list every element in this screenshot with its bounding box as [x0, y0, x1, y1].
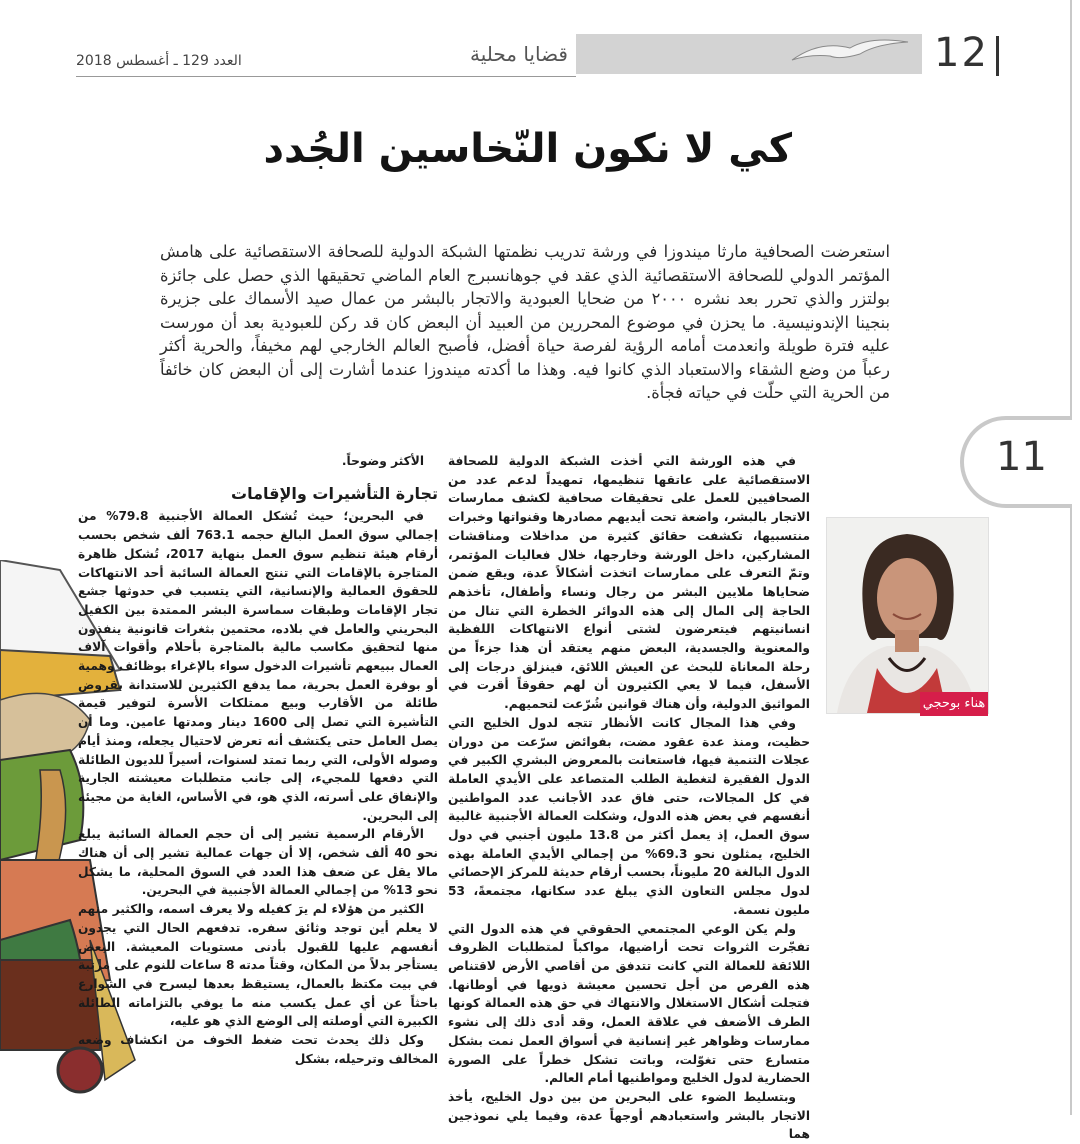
paragraph: وبتسليط الضوء على البحرين من بين دول الخليج، يأخذ الاتجار بالبشر واستعبادهم أوجهاً عدة، وفيما يلي نموذجين هما [448, 1089, 810, 1142]
paragraph: في هذه الورشة التي أخذت الشبكة الدولية للصحافة الاستقصائية على عاتقها تنظيمها، تمهيداً لدعم عدد من الصحافيين للعمل على تحقيقات صحافية لكشف ممارسات الاتجار بالبشر، واضعة تحت أيديهم مصادرها وقنواتها وخبرات منتسبيها، تكشفت حقائق كثيرة من مداخلات ومناقشات المشاركين، داخل الورشة وخارجها، خلال فعاليات المؤتمر، وتمّ التعرف على ممارسات اتخذت أشكالاً عدة، ويقع ضمن ضحاياها ملايين البشر من رجال ونساء وأطفال، تأخذهم الحاجة إلى المال إلى هذه الدوائر الخطرة التي تنال من انسانيتهم فيتعرضون لشتى أنواع الانتهاكات اللفظية والمعنوية والجسدية، البعض منهم يعتقد أن هذا جزءاً من رحلة المعاناة للبحث عن العيش اللائق، فينزلق درجات إلى الأسفل، فيما لا يعي الكثيرون أن لهم حقوقاً أقرت في المواثيق الدولية، وأن هناك قوانين شُرّعت لتحميهم. [448, 454, 810, 712]
author-name: هناء بوحجي [920, 692, 988, 716]
article-intro: استعرضت الصحافية مارثا ميندوزا في ورشة تدريب نظمتها الشبكة الدولية للصحافة الاستقصائية على هامش المؤتمر الدولي للصحافة الاستقصائية الذي عقد في جوهانسبرج العام الماضي تحقيقها الذي حصل على جائزة بولتزر والذي تحرر بعد نشره ٢٠٠٠ من ضحايا العبودية والاتجار بالبشر من عمال صيد الأسماك على جزيرة بنجينا الإندونيسية. ما يحزن في موضوع المحررين من العبيد أن البعض كان قد ركن للعبودية بعد أن مورست عليه فترة طويلة وانعدمت أمامه الرؤية لفرصة حياة أفضل، فأصبح العالم الخارجي لهم مخيفاً، والحرية أكثر رعباً من وضع الشقاء والاستعباد الذي كانوا فيه. وهذا ما أكدته ميندوزا عندما أشارت إلى أن البعض كان خائفاً من الحرية التي حلّت في حياته فجأة. [160, 242, 890, 402]
section-title: قضايا محلية [469, 42, 568, 66]
article-title: كي لا نكون النّخاسين الجُدد [263, 126, 792, 172]
paragraph: الكثير من هؤلاء لم يرَ كفيله ولا يعرف اسمه، والكثير منهم لا يعلم أين توجد وثائق سفره. تدفعهم الحال التي يجدون أنفسهم عليها للقبول بأدنى مستويات المعيشة. البعض يستأجر بدلاً من المكان، وقتاً مدته 8 ساعات للنوم على مرتبة في بيت مكتظ بالعمال، يستيقظ بعدها ليسرح في الشوارع باحثاً عن أي عمل يكسب منه ما يوفي بالتزاماته الطائلة الكبيرة التي أوصلته إلى الوضع الذي هو عليه، [78, 902, 439, 1029]
bird-logo-icon [790, 30, 910, 70]
article-column-left [78, 452, 438, 1069]
header-rule [76, 76, 576, 77]
article-column-right [448, 452, 810, 1144]
paragraph: وفي هذا المجال كانت الأنظار تتجه لدول الخليج التي حظيت، ومنذ عدة عقود مضت، بفوائض سرّعت من دوران عجلات التنمية فيها، فاستعانت بالمعروض البشري الكبير في الدول الفقيرة لتغطية الطلب المتصاعد على الأيدي العاملة في كل المجالات، حتى فاق عدد الأجانب عدد المواطنين أنفسهم في بعض هذه الدول، وشكلت العمالة الأجنبية غالبية سوق العمل، إذ يعمل أكثر من 13.8 مليون أجنبي في دول الخليج، يمثلون نحو 69.3% من إجمالي الأيدي العاملة بهذه الدول البالغة 20 مليوناً، بحسب أرقام حديثة للمركز الإحصائي لدول مجلس التعاون الذي يبلغ عدد سكانها، مجتمعةً، 53 مليون نسمة. [448, 715, 810, 917]
author-photo [826, 517, 989, 714]
tab-page-number: 11 [996, 434, 1047, 480]
page-edge-line [1070, 0, 1072, 1115]
paragraph: الأرقام الرسمية تشير إلى أن حجم العمالة السائبة يبلغ نحو 40 ألف شخص، إلا أن جهات عمالية تشير إلى أن هناك مالا يقل عن ضعف هذا العدد في السوق المحلية، ما يشكل نحو 13% من إجمالي العمالة الأجنبية في البحرين. [78, 827, 438, 898]
issue-date: العدد 129 ـ أغسطس 2018 [76, 53, 242, 69]
page-number: 12 [934, 30, 989, 76]
paragraph: الأكثر وضوحاً. [341, 454, 424, 468]
page-number-divider [996, 36, 999, 76]
paragraph: ولم يكن الوعي المجتمعي الحقوقي في هذه الدول التي تفجّرت الثروات تحت أراضيها، مواكباً لمتطلبات الظروف اللائقة للعمالة التي كانت تتدفق من أقاصي الأرض لاقتناص هذه الفرص من أجل تحسين معيشة ذويها في أوطانها. فتجلت أشكال الاستغلال والانتهاك في حق هذه العمالة كونها الطرف الأضعف في علاقة العمل، وقد أدى ذلك إلى نشوء ممارسات وظواهر غير إنسانية في أسواق العمل نمت بشكل متسارع حتى تغوّلت، وباتت تشكل خطراً على الصورة الحضارية لدول الخليج ومواطنيها أمام العالم. [448, 921, 810, 1086]
paragraph: في البحرين؛ حيث تُشكل العمالة الأجنبية 79.8% من إجمالي سوق العمل البالغ حجمه 763.1 ألف شخص بحسب أرقام هيئة تنظيم سوق العمل بنهاية 2017، تُشكل ظاهرة المتاجرة بالإقامات التي تنتج العمالة السائبة أحد الانتهاكات للحقوق العمالية والإنسانية، التي يتسبب في حدوثها جشع تجار الإقامات وطبقات سماسرة البشر الممتدة بين الكفيل البحريني والعامل في بلاده، محتمين بثغرات قانونية ينفذون منها لتحقيق مكاسب مالية بالمتاجرة بأحلام وأقوات آلاف العمال ببيعهم تأشيرات الدخول سواء بالإغراء بوظائف وهمية أو بوفرة العمل بحرية، مما يدفع الكثيرين للاستدانة بقروض طائلة من الأقارب وبيع ممتلكات الأسرة لتوفير قيمة التأشيرة التي تصل إلى 1600 دينار ومدتها عامين. وما أن يصل العامل حتى يكتشف أنه تعرض لاحتيال يجعله، ومنذ أيام وصوله الأولى، التي ربما تمتد لسنوات، أسيراً للديون الطائلة التي دفعها للمجيء، إلى جانب متطلبات معيشته الجارية والإنفاق على أسرته، الذي هو، في الأساس، الغاية من مجيئه إلى البحرين. [78, 509, 438, 823]
subheading: تجارة التأشيرات والإقامات [231, 483, 438, 503]
paragraph: وكل ذلك يحدث تحت ضغط الخوف من انكشاف وضعه المخالف وترحيله، بشكل [78, 1033, 438, 1066]
